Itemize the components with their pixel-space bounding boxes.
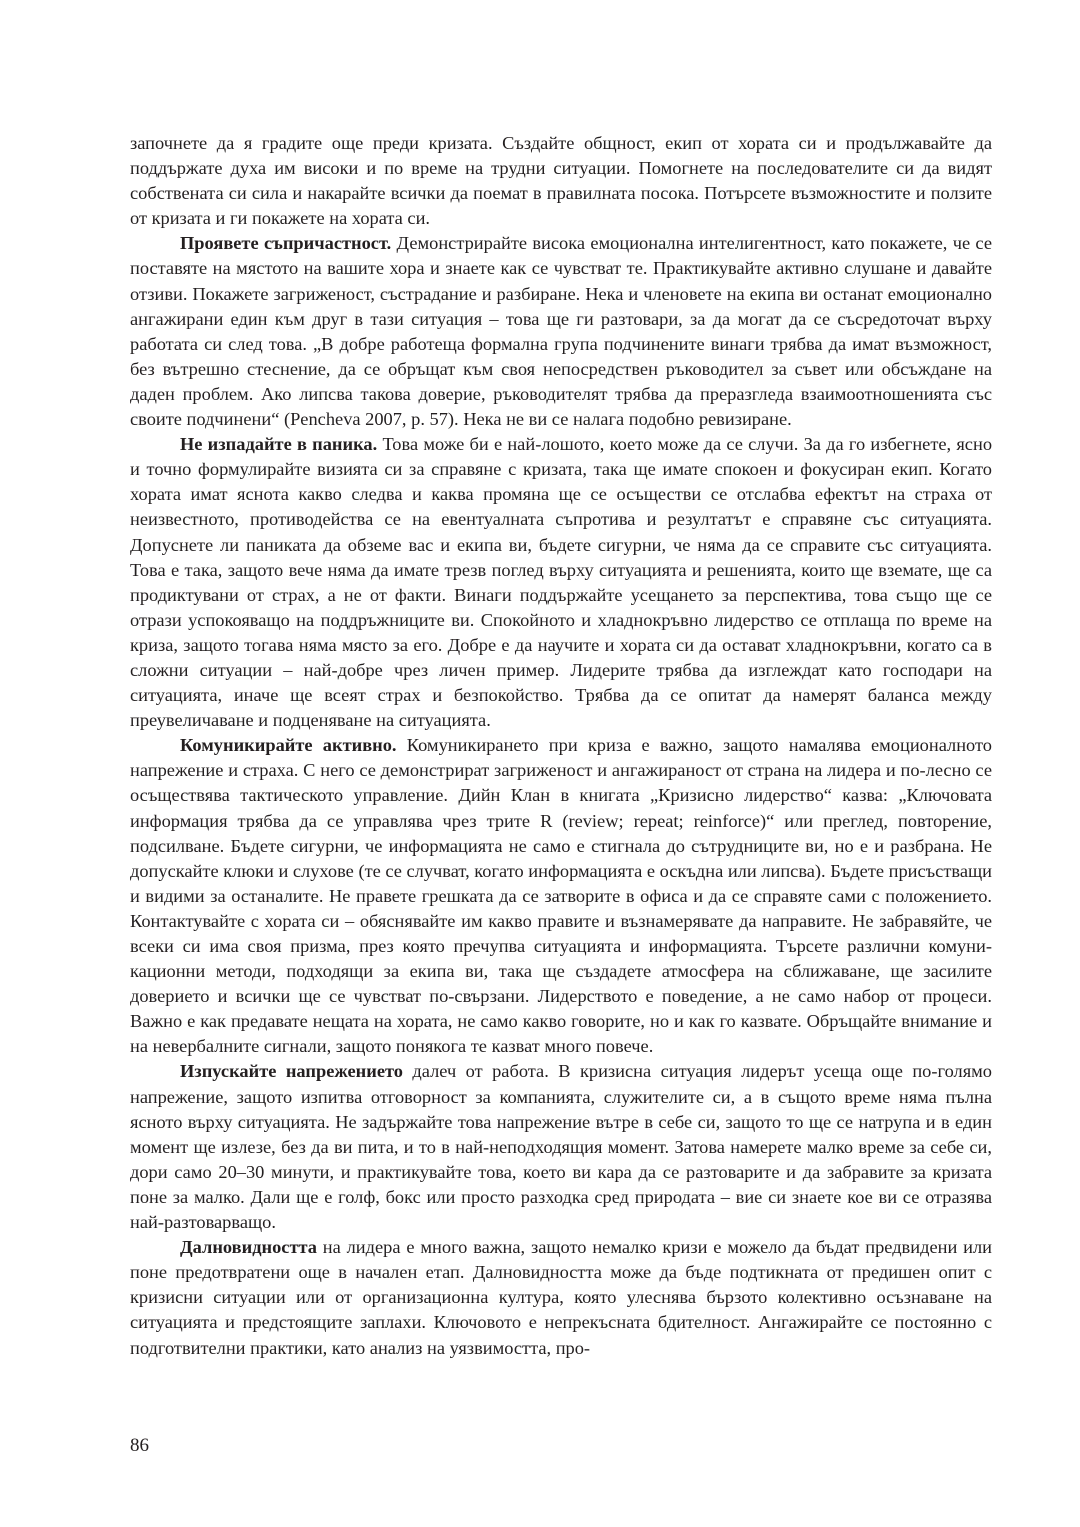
paragraph-text: на лидера е много важна, защото немалко кризи е можело да бъдат предвидени или поне предотвратени още в начален етап. Далновидността може да бъде подтикната от предишен опит с кризисни ситуации или от организационна култура, която улеснява бързото колективно осъзнаване на ситуацията и предстоящите заплахи. Ключовото е непрекъсната бдителност. Ангажирайте се постоянно с подготвителни практики, като анализ на уязвимостта, про- [130,1237,992,1358]
paragraph-lead: Комуникирайте активно. [180,735,397,756]
paragraph-empathy [130,231,992,432]
paragraph-communicate [130,733,992,1059]
paragraph-foresight [130,1235,992,1360]
paragraph-lead: Проявете съпричастност. [180,233,392,254]
paragraph-text: започнете да я градите още преди кризата. Създайте общност, екип от хората си и продължавайте да поддържате духа им високи и по време на трудни ситуации. Помогнете на последователите си да видят собствената си сила и накарайте всички да поемат в правилната посока. Потърсете възможностите и ползите от кризата и ги покажете на хората си. [130,133,992,229]
paragraph-lead: Не изпадайте в паника. [180,434,378,455]
paragraph-text: Демонстрирайте висока емоционална интелигентност, като покажете, че се поставяте на мястото на вашите хора и знаете как се чувстват те. Практикувайте активно слушане и давайте отзиви. Покажете загриженост, състрадание и разбиране. Нека и членовете на екипа ви останат емоционално ангажирани един към друг в тази ситуация – това ще ги разтовари, за да могат да се съсредоточат върху работата си след това. „В добре работеща формална група подчинените винаги трябва да имат възможност, без вътрешно стеснение, да се обръщат към своя непосредствен ръководител за съвет или обсъждане на даден проблем. Ако липсва такова доверие, ръководителят трябва да преразгледа взаимоотношенията със своите подчинени“ (Pencheva 2007, p. 57). Нека не ви се налага подобно ревизиране. [130,233,992,430]
page-number: 86 [130,1435,149,1456]
paragraph-text: Това може би е най-лошото, което може да се случи. За да го избегнете, ясно и точно формулирайте визията си за справяне с кризата, така ще имате спокоен и фокусиран екип. Когато хората имат яснота какво следва и каква промяна ще се осъществи се отслабва ефектът на страха от неизвестното, противодейства се на евентуалната съпротива и резултатът е справяне със ситуацията. Допуснете ли паниката да обземе вас и екипа ви, бъдете сигурни, че няма да се справите със ситуацията. Това е така, защото вече няма да имате трезв поглед върху ситуацията и решенията, които ще вземате, ще са продиктувани от страх, а не от факти. Винаги поддържайте усещането за перспектива, това също ще се отрази успокояващо на поддръжниците ви. Спокойното и хладнокръвно лидерство се отплаща по време на криза, защото тогава няма място за его. Добре е да научите и хората си да остават хладнокръвни, когато са в сложни ситуации – най-добре чрез личен пример. Лидерите трябва да изглеждат като господари на ситуацията, иначе ще всеят страх и безпокойство. Трябва да се опитат да намерят баланса между преувеличаване и подценяване на ситуацията. [130,434,993,731]
paragraph-text: Комуникирането при криза е важно, защото намалява емоционалното напрежение и страха. С него се демонстрират загриженост и ангажираност от страна на лидера и по-лесно се осъществява тактическото управление. Дийн Клан в книгата „Кризисно лидерство“ казва: „Ключовата информация трябва да се управлява чрез трите R (review; repeat; reinforce)“ или преглед, повторение, подсилване. Бъдете сигурни, че информацията не само е стигнала до сътрудниците ви, но е и разбрана. Не допускайте клюки и слухове (те се случват, когато информацията е оскъдна или липсва). Бъдете присъстващи и видими за останалите. Не правете грешката да се затворите в офиса и да се справяте сами с положението. Контактувайте с хората си – обяснявайте им какво правите и възнамерявате да направите. Не забравяйте, че всеки си има своя призма, през която пречупва ситуацията и информацията. Търсете различни комуникационни методи, подходящи за екипа ви, така ще създадете атмосфера на сближаване, ще засилите доверието и всички ще се чувстват по-свързани. Лидерството е поведение, а не само набор от процеси. Важно е как предавате нещата на хората, не само какво говорите, но и как го казвате. Обръщайте внимание и на невербалните сигнали, защото понякога те казват много повече. [130,735,992,1057]
paragraph-continuation [130,131,992,231]
paragraph-lead: Далновидността [180,1237,317,1258]
paragraph-lead: Изпускайте напрежението [180,1061,403,1082]
paragraph-no-panic [130,432,992,733]
paragraph-text: далеч от работа. В кризисна ситуация лидерът усеща още по-голямо напрежение, защото изпитва отговорност за компанията, служителите си, а в същото време няма пълна ясното върху ситуацията. Не задържайте това напрежение вътре в себе си, защото то ще се натрупа и в един момент ще излезе, без да ви пита, и то в най-неподходящия момент. Затова намерете малко време за себе си, дори само 20–30 минути, и практикувайте това, което ви кара да се разтоварите и да забравите за кризата поне за малко. Дали ще е голф, бокс или просто разходка сред природата – вие си знаете кое ви се отразява най-разтоварващо. [130,1061,992,1233]
page-body [130,131,992,1361]
paragraph-release-tension [130,1059,992,1235]
